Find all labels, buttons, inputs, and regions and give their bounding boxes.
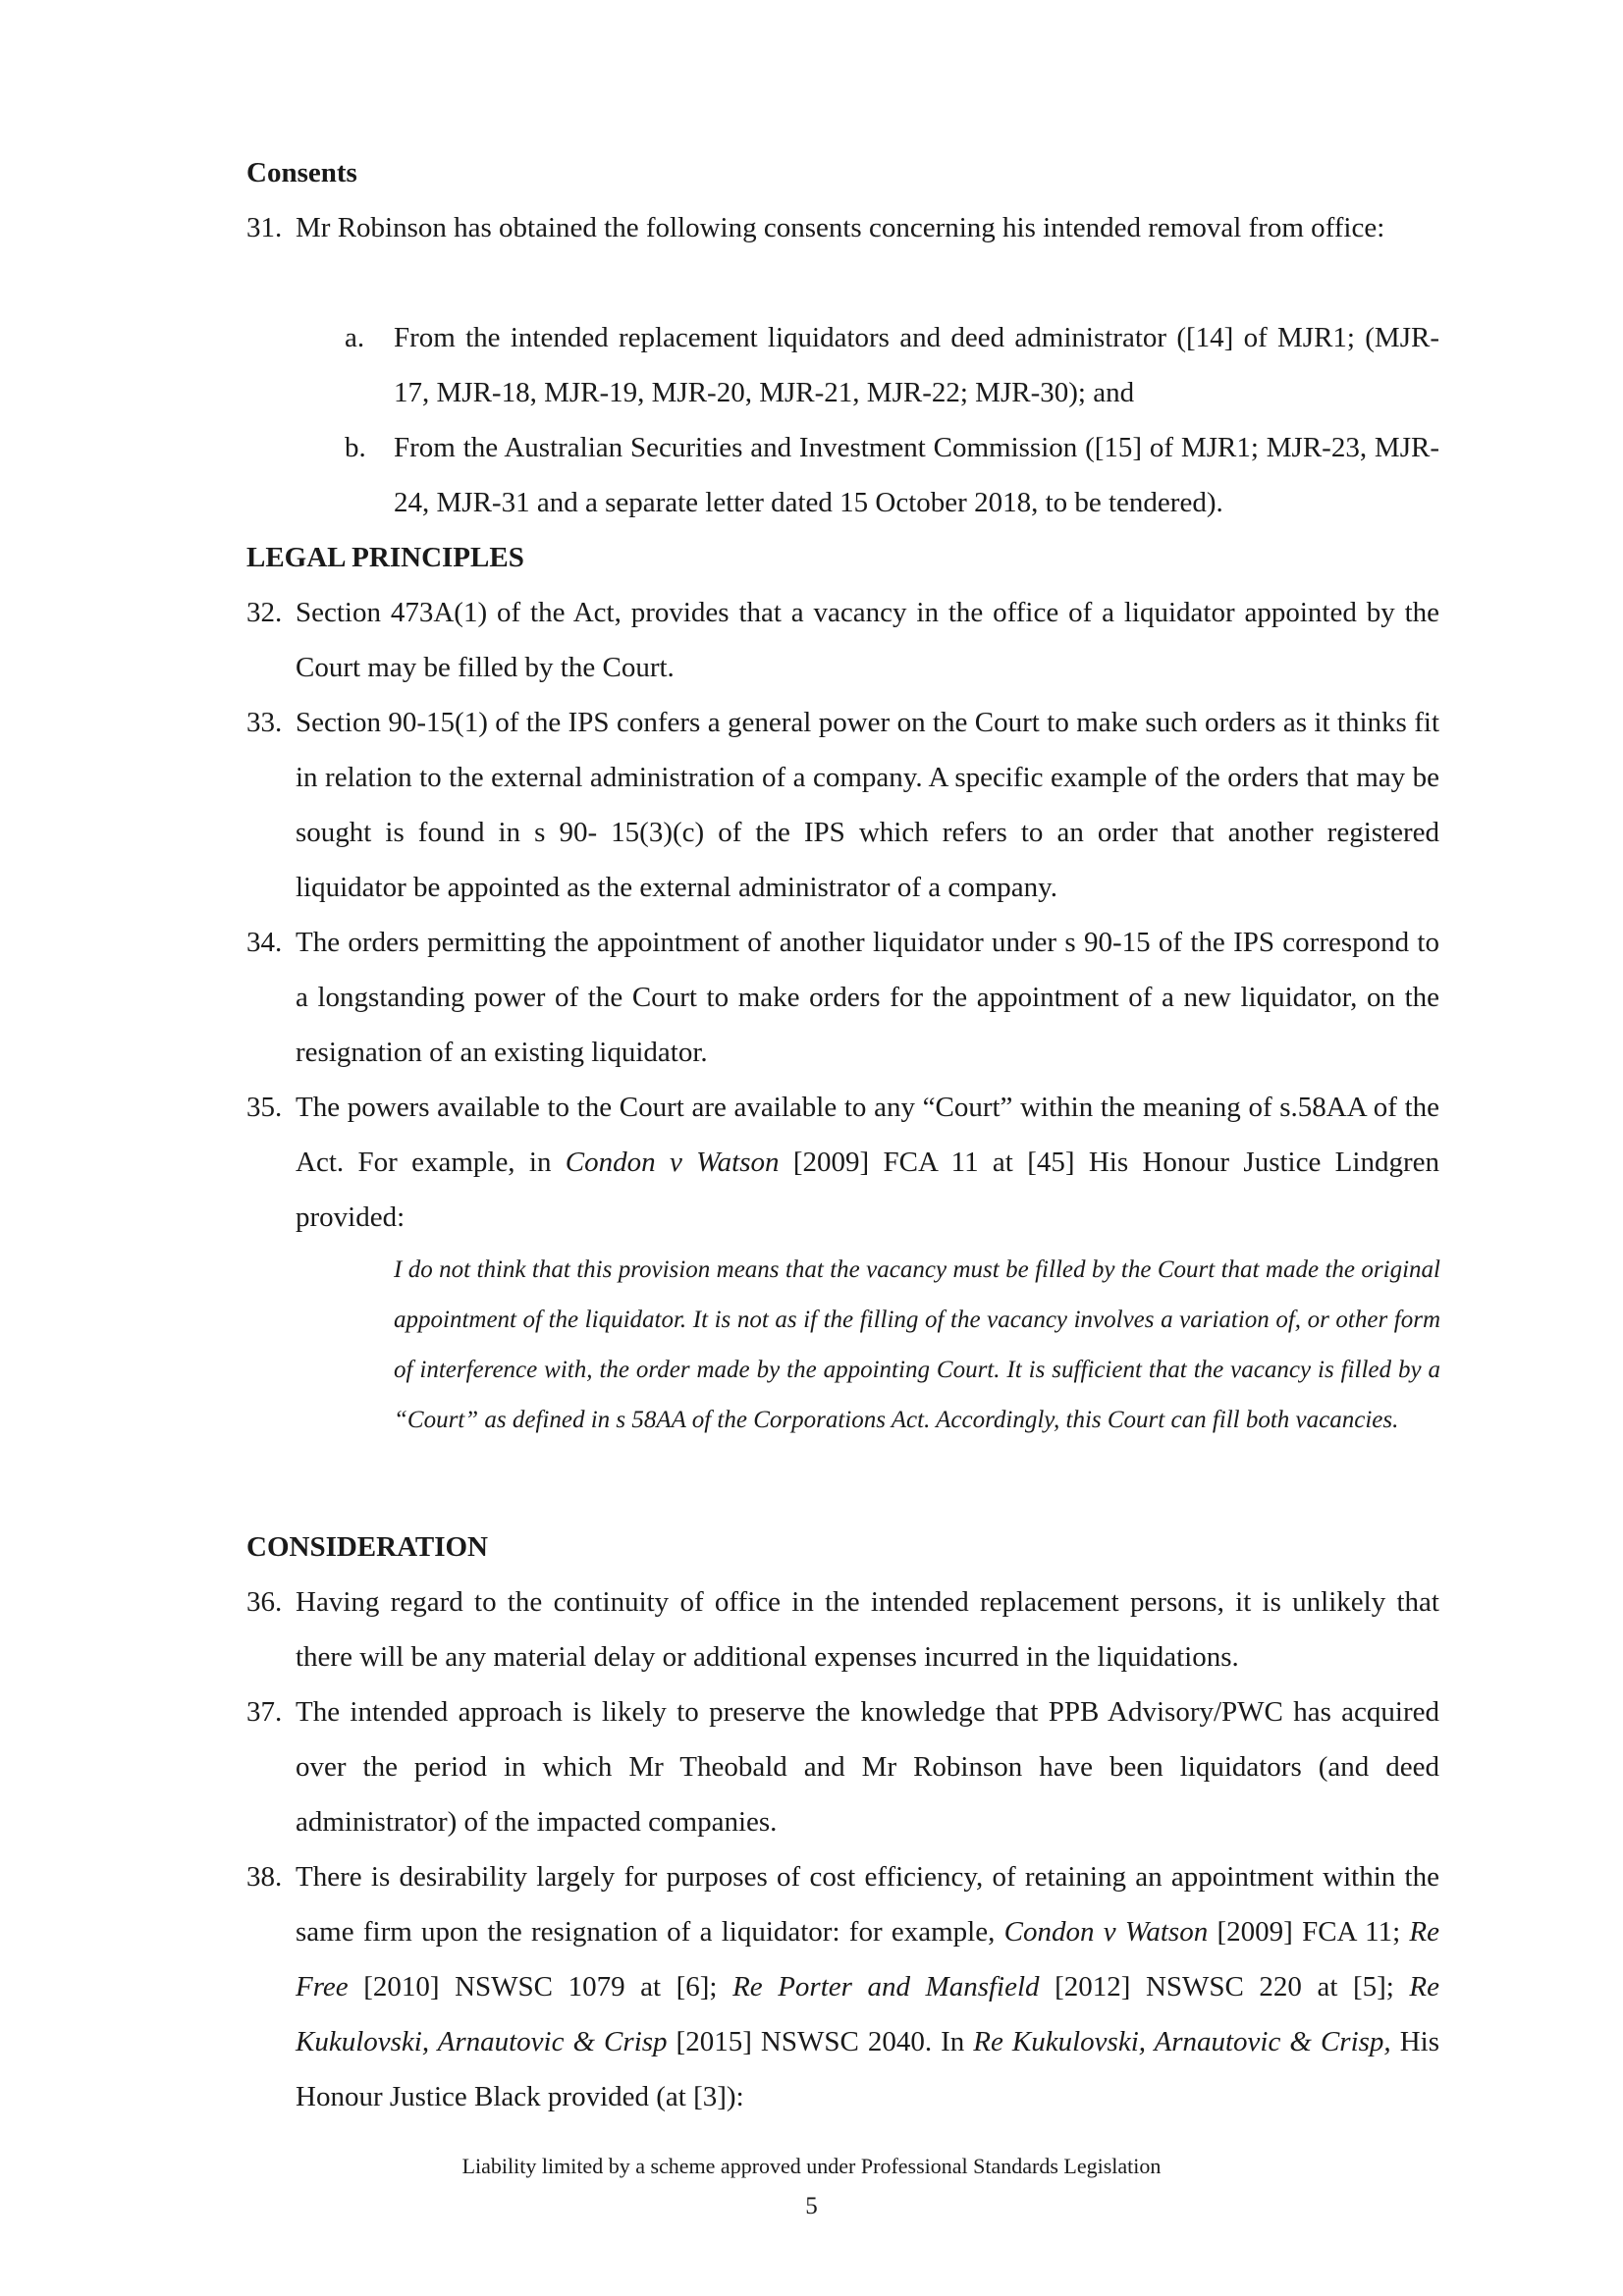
heading-consents: Consents [246,157,357,188]
text-run: [2015] NSWSC 2040. In [667,2026,974,2057]
paragraph-number: 34. [246,927,283,958]
text-run: [2009] FCA 11; [1208,1916,1410,1948]
heading-legal-principles: LEGAL PRINCIPLES [246,542,524,573]
paragraph-text: Section 473A(1) of the Act, provides that a vacancy in the office of a liquidator appointed by the Court may be filled by the Court. [296,597,1439,683]
text-run: [2010] NSWSC 1079 at [6]; [348,1971,733,2002]
paragraph-31a [345,310,1439,420]
paragraph-32 [246,585,1439,695]
paragraph-number: 36. [246,1586,283,1618]
subparagraph-text: From the intended replacement liquidators and deed administrator ([14] of MJR1; (MJR-17, MJR-18, MJR-19, MJR-20, MJR-21, MJR-22; MJR-30); and [394,322,1439,408]
paragraph-34 [246,915,1439,1080]
subparagraph-letter: b. [345,432,366,463]
paragraph-number: 32. [246,597,283,628]
case-name: Condon v Watson [565,1147,780,1178]
text-run: [2009] FCA 11 at [45] His Honour Justice Lindgren provided: [296,1147,1439,1233]
text-run: The powers available to the Court are available to any “Court” within the meaning of s.58AA of the Act. For example, in [296,1092,1439,1178]
paragraph-31 [246,200,1439,255]
paragraph-text [296,1849,1439,2124]
text-run: There is desirability largely for purposes of cost efficiency, of retaining an appointment within the same firm upon the resignation of a liquidator: for example, [296,1861,1439,1948]
subparagraph-letter: a. [345,322,365,353]
page-number: 5 [805,2193,818,2219]
paragraph-text [296,1080,1439,1245]
paragraph-number: 38. [246,1861,283,1893]
text-run: [2012] NSWSC 220 at [5]; [1039,1971,1410,2002]
paragraph-33 [246,695,1439,915]
paragraph-number: 35. [246,1092,283,1123]
paragraph-35 [246,1080,1439,1245]
paragraph-36 [246,1575,1439,1684]
paragraph-number: 37. [246,1696,283,1728]
heading-consideration: CONSIDERATION [246,1531,489,1563]
case-name: Re Porter and Mansfield [732,1971,1040,2002]
paragraph-text: Having regard to the continuity of office in the intended replacement persons, it is unlikely that there will be any material delay or additional expenses incurred in the liquidations. [296,1586,1439,1673]
paragraph-text: Mr Robinson has obtained the following consents concerning his intended removal from office: [296,212,1385,243]
paragraph-37 [246,1684,1439,1849]
paragraph-number: 31. [246,212,283,243]
text-run: His Honour Justice Black provided (at [3]): [296,2026,1439,2112]
paragraph-38 [246,1849,1439,2124]
case-name: Re Kukulovski, Arnautovic & Crisp, [973,2026,1391,2057]
block-quote: I do not think that this provision means that the vacancy must be filled by the Court that made the original appointment of the liquidator. It is not as if the filling of the vacancy involves a variation of, or other form of interference with, the order made by the appointing Court. It is sufficient that the vacancy is filled by a “Court” as defined in s 58AA of the Corporations Act. Accordingly, this Court can fill both vacancies. [394,1256,1440,1433]
paragraph-text: The orders permitting the appointment of another liquidator under s 90-15 of the IPS correspond to a longstanding power of the Court to make orders for the appointment of a new liquidator, on the resignation of an existing liquidator. [296,927,1439,1068]
paragraph-31b [345,420,1439,530]
paragraph-text: Section 90-15(1) of the IPS confers a general power on the Court to make such orders as it thinks fit in relation to the external administration of a company. A specific example of the orders that may be sought is found in s 90- 15(3)(c) of the IPS which refers to an order that another registered liquidator be appointed as the external administrator of a company. [296,707,1439,903]
case-name: Re Free [296,1916,1439,2002]
paragraph-text: The intended approach is likely to preserve the knowledge that PPB Advisory/PWC has acquired over the period in which Mr Theobald and Mr Robinson have been liquidators (and deed administrator) of the impacted companies. [296,1696,1439,1838]
subparagraph-text: From the Australian Securities and Investment Commission ([15] of MJR1; MJR-23, MJR-24, MJR-31 and a separate letter dated 15 October 2018, to be tendered). [394,432,1439,518]
footer-liability-note: Liability limited by a scheme approved under Professional Standards Legislation [461,2154,1162,2178]
case-name: Re Kukulovski, Arnautovic & Crisp [296,1971,1440,2057]
paragraph-number: 33. [246,707,283,738]
case-name: Condon v Watson [1003,1916,1209,1948]
